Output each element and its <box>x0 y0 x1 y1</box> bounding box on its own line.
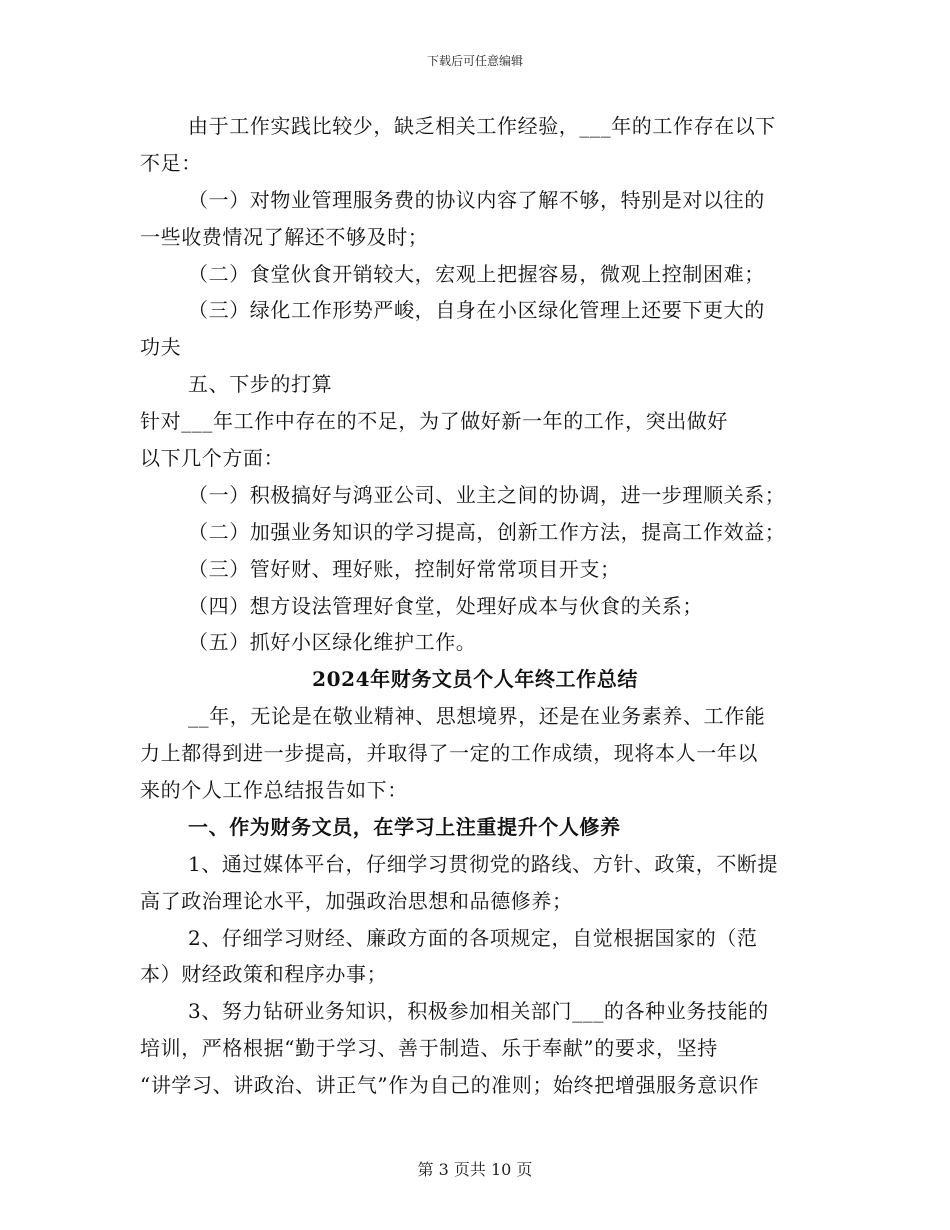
page-header: 下载后可任意编辑 <box>426 54 523 68</box>
body-line: 功夫 <box>140 335 182 360</box>
document-title: 2024年财务文员个人年终工作总结 <box>312 667 638 692</box>
section-heading: 一、作为财务文员，在学习上注重提升个人修养 <box>188 814 621 839</box>
body-line: 由于工作实践比较少，缺乏相关工作经验，___年的工作存在以下 <box>188 114 776 138</box>
body-line: “讲学习、讲政治、讲正气”作为自己的准则；始终把增强服务意识作 <box>140 1073 760 1098</box>
section-heading: 五、下步的打算 <box>188 372 333 397</box>
body-line: __年，无论是在敬业精神、思想境界，还是在业务素养、工作能 <box>188 704 766 729</box>
body-line: 培训，严格根据“勤于学习、善于制造、乐于奉献”的要求，坚持 <box>140 1036 718 1061</box>
body-line: 以下几个方面： <box>140 446 285 471</box>
body-line: 力上都得到进一步提高，并取得了一定的工作成绩，现将本人一年以 <box>140 741 758 766</box>
body-line: 本）财经政策和程序办事； <box>140 962 388 987</box>
body-line: （一）积极搞好与鸿亚公司、业主之间的协调，进一步理顺关系； <box>188 482 786 507</box>
body-line: 高了政治理论水平，加强政治思想和品德修养； <box>140 888 573 913</box>
document-body <box>140 108 810 1104</box>
body-line: （五）抓好小区绿化维护工作。 <box>188 630 477 655</box>
body-line: （二）加强业务知识的学习提高，创新工作方法，提高工作效益； <box>188 519 786 544</box>
body-line: （一）对物业管理服务费的协议内容了解不够，特别是对以往的 <box>188 187 765 212</box>
body-line: （二）食堂伙食开销较大，宏观上把握容易，微观上控制困难； <box>188 261 765 286</box>
body-line: 1、通过媒体平台，仔细学习贯彻党的路线、方针、政策，不断提 <box>188 851 779 876</box>
body-line: 来的个人工作总结报告如下： <box>140 778 408 803</box>
page-number: 第 3 页共 10 页 <box>417 1160 533 1179</box>
body-line: 3、努力钻研业务知识，积极参加相关部门___的各种业务技能的 <box>188 999 769 1024</box>
body-line: 2、仔细学习财经、廉政方面的各项规定，自觉根据国家的（范 <box>188 925 758 950</box>
body-line: （四）想方设法管理好食堂，处理好成本与伙食的关系； <box>188 593 703 618</box>
body-line: 针对___年工作中存在的不足，为了做好新一年的工作，突出做好 <box>140 409 728 434</box>
body-line: （三）管好财、理好账，控制好常常项目开支； <box>188 556 621 581</box>
body-line: （三）绿化工作形势严峻，自身在小区绿化管理上还要下更大的 <box>188 298 765 323</box>
body-line: 一些收费情况了解还不够及时； <box>140 224 429 249</box>
body-line: 不足： <box>140 150 202 175</box>
